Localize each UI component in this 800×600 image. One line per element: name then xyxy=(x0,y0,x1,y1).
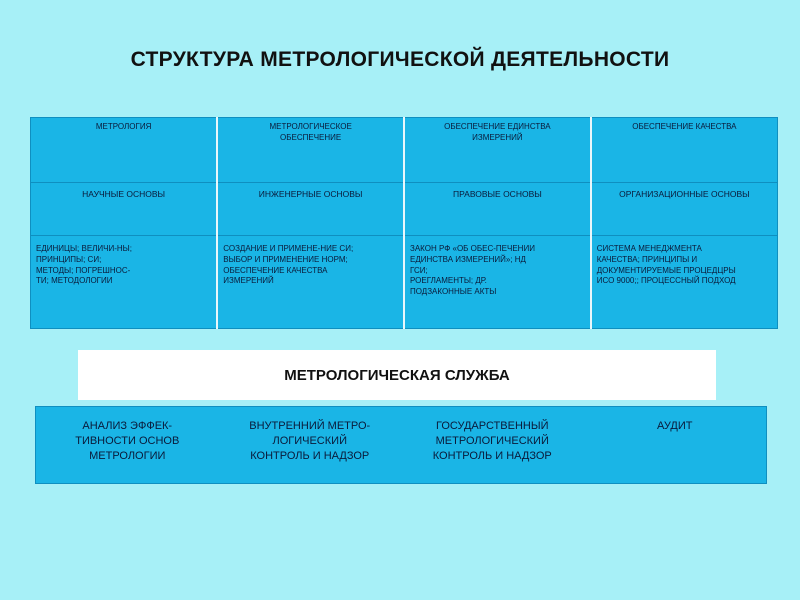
header-cell-metrological-support xyxy=(217,118,404,183)
cell-line: ВНУТРЕННИЙ МЕТРО- xyxy=(249,420,371,432)
table-foundations-row xyxy=(31,183,778,236)
service-cell-analysis xyxy=(36,407,219,483)
cell-line: ПОДЗАКОННЫЕ АКТЫ xyxy=(410,287,497,297)
header-cell-measurement-uniformity xyxy=(404,118,591,183)
cell-line: СИСТЕМА МЕНЕДЖМЕНТА xyxy=(596,244,702,253)
cell-line: ИЗМЕРЕНИЙ xyxy=(223,276,274,286)
cell-line: ДОКУМЕНТИРУЕМЫЕ ПРОЦЕДЦРЫ xyxy=(596,265,736,275)
metrological-service-banner: МЕТРОЛОГИЧЕСКАЯ СЛУЖБА xyxy=(78,350,716,400)
cell-line: ОБЕСПЕЧЕНИЕ xyxy=(280,132,342,142)
cell-line: КОНТРОЛЬ И НАДЗОР xyxy=(250,449,370,462)
cell-line: СОЗДАНИЕ И ПРИМЕНЕ-НИЕ СИ; xyxy=(223,244,354,253)
cell-line: ТИ; МЕТОДОЛОГИИ xyxy=(36,276,113,286)
cell-line: ИЗМЕРЕНИЙ xyxy=(472,132,523,142)
table-details-row xyxy=(31,236,778,329)
cell-line: ПРИНЦИПЫ; СИ; xyxy=(36,254,102,264)
cell-line: МЕТРОЛОГИИ xyxy=(89,449,166,462)
cell-line: МЕТРОЛОГИЧЕСКОЕ xyxy=(269,122,352,131)
cell-line: КОНТРОЛЬ И НАДЗОР xyxy=(432,449,552,462)
cell-line: ЗАКОН РФ «ОБ ОБЕС-ПЕЧЕНИИ xyxy=(410,244,535,253)
cell-line: РОЕГЛАМЕНТЫ; ДР. xyxy=(410,276,487,286)
structure-table xyxy=(30,117,778,329)
cell-line: ГСИ; xyxy=(410,265,428,275)
detail-cell-scientific xyxy=(31,236,218,329)
header-cell-quality-assurance xyxy=(591,118,778,183)
foundation-cell-scientific: НАУЧНЫЕ ОСНОВЫ xyxy=(31,183,218,236)
slide-title: СТРУКТУРА МЕТРОЛОГИЧЕСКОЙ ДЕЯТЕЛЬНОСТИ xyxy=(130,48,670,71)
service-cell-state-control xyxy=(401,407,584,483)
foundation-cell-organizational: ОРГАНИЗАЦИОННЫЕ ОСНОВЫ xyxy=(591,183,778,236)
cell-line: ВЫБОР И ПРИМЕНЕНИЕ НОРМ; xyxy=(223,254,348,264)
cell-line: ГОСУДАРСТВЕННЫЙ xyxy=(436,420,549,432)
service-cell-audit xyxy=(584,407,767,483)
detail-cell-engineering xyxy=(217,236,404,329)
foundation-cell-legal: ПРАВОВЫЕ ОСНОВЫ xyxy=(404,183,591,236)
cell-line: ОБЕСПЕЧЕНИЕ КАЧЕСТВА xyxy=(632,122,737,131)
cell-line: ОБЕСПЕЧЕНИЕ ЕДИНСТВА xyxy=(444,122,551,131)
cell-line: МЕТОДЫ; ПОГРЕШНОС- xyxy=(36,265,131,275)
cell-line: ЕДИНИЦЫ; ВЕЛИЧИ-НЫ; xyxy=(36,244,132,253)
cell-line: ТИВНОСТИ ОСНОВ xyxy=(75,434,180,447)
table-header-row xyxy=(31,118,778,183)
foundation-cell-engineering: ИНЖЕНЕРНЫЕ ОСНОВЫ xyxy=(217,183,404,236)
cell-line: ИСО 9000;; ПРОЦЕССНЫЙ ПОДХОД xyxy=(596,276,736,286)
service-cell-internal-control xyxy=(219,407,402,483)
service-functions-row xyxy=(35,406,767,484)
detail-cell-organizational xyxy=(591,236,778,329)
cell-line: ЛОГИЧЕСКИЙ xyxy=(272,434,347,447)
header-cell-metrology xyxy=(31,118,218,183)
cell-line: АУДИТ xyxy=(657,420,693,432)
cell-line: МЕТРОЛОГИЯ xyxy=(95,122,152,131)
cell-line: МЕТРОЛОГИЧЕСКИЙ xyxy=(435,434,549,447)
cell-line: ОБЕСПЕЧЕНИЕ КАЧЕСТВА xyxy=(223,265,328,275)
cell-line: КАЧЕСТВА; ПРИНЦИПЫ И xyxy=(596,254,698,264)
cell-line: АНАЛИЗ ЭФФЕК- xyxy=(82,420,173,432)
cell-line: ЕДИНСТВА ИЗМЕРЕНИЙ»; НД xyxy=(410,254,526,264)
detail-cell-legal xyxy=(404,236,591,329)
